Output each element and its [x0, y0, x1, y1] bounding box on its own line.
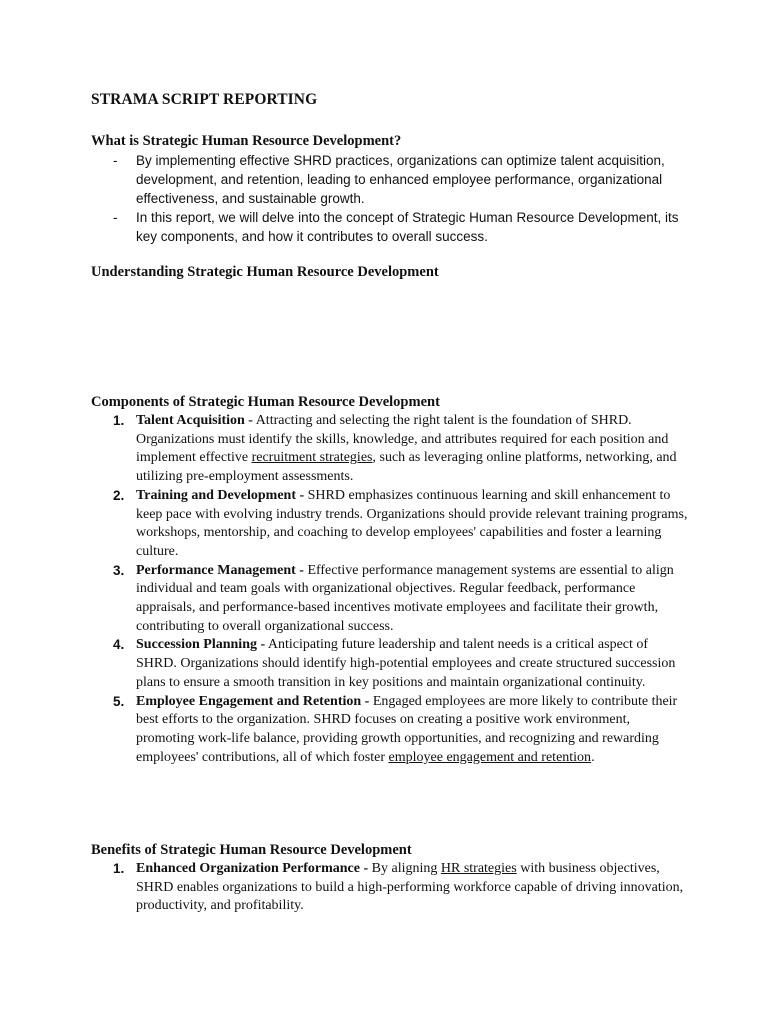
benefits-list: [91, 860, 691, 916]
list-item: [91, 151, 691, 208]
bullet-marker: -: [113, 210, 118, 225]
bullet-text: By implementing effective SHRD practices, organizations can optimize talent acquisition, development, and retention, leading to enhanced employee performance, organizational effectiveness, and sustainable growth.: [136, 153, 665, 206]
recruitment-strategies-link[interactable]: recruitment strategies: [251, 450, 373, 466]
item-term: Performance Management -: [136, 562, 304, 578]
item-number: 4.: [113, 637, 125, 653]
list-item: [91, 693, 691, 768]
item-term: Employee Engagement and Retention -: [136, 693, 370, 709]
item-term: Talent Acquisition -: [136, 413, 253, 428]
item-number: 5.: [113, 693, 125, 709]
item-term: Training and Development -: [136, 487, 305, 503]
bullet-marker: -: [113, 153, 118, 168]
list-item: [91, 562, 691, 637]
document-title: STRAMA SCRIPT REPORTING: [91, 91, 318, 108]
item-number: 1.: [113, 861, 125, 876]
section-heading-what-is-shrd: What is Strategic Human Resource Development?: [91, 133, 402, 149]
components-list: [91, 412, 691, 767]
item-number: 2.: [113, 487, 125, 503]
item-text: SHRD emphasizes continuous learning and skill enhancement to keep pace with evolving industry trends. Organizations should provide relevant training programs, workshops, mentorship, and coaching to develop employees' capabilities and foster a learning culture.: [136, 487, 688, 559]
item-text: with business objectives, SHRD enables organizations to build a high-performing workforce capable of driving innovation, productivity, and profitability.: [136, 861, 684, 914]
item-text: , such as leveraging online platforms, networking, and utilizing pre-employment assessments.: [136, 450, 677, 485]
list-item: [91, 487, 691, 562]
section-heading-benefits: Benefits of Strategic Human Resource Development: [91, 842, 412, 858]
item-text: Engaged employees are more likely to contribute their best efforts to the organization. SHRD focuses on creating a positive work environment, promoting work-life balance, providing growth opportunities, and recognizing and rewarding employees' contributions, all of which foster: [136, 693, 678, 765]
list-item: [91, 636, 691, 692]
bullet-text: In this report, we will delve into the concept of Strategic Human Resource Development, its key components, and how it contributes to overall success.: [136, 210, 679, 244]
item-term: Enhanced Organization Performance -: [136, 861, 369, 876]
item-number: 1.: [113, 413, 125, 428]
section-heading-components: Components of Strategic Human Resource Development: [91, 394, 440, 410]
list-item: [91, 860, 691, 916]
item-term: Succession Planning -: [136, 637, 266, 653]
item-text: Attracting and selecting the right talent is the foundation of SHRD. Organizations must identify the skills, knowledge, and attributes required for each position and implement effective: [136, 413, 669, 466]
item-text: Anticipating future leadership and talent needs is a critical aspect of SHRD. Organizations should identify high-potential employees and create structured succession plans to ensure a smooth transition in key positions and maintain organizational continuity.: [136, 637, 676, 690]
item-text: .: [591, 749, 595, 765]
intro-bullet-list: [91, 151, 691, 246]
list-item: [91, 208, 691, 246]
employee-engagement-link[interactable]: employee engagement and retention: [388, 749, 592, 765]
list-item: [91, 412, 691, 487]
section-heading-understanding-shrd: Understanding Strategic Human Resource Development: [91, 264, 439, 280]
hr-strategies-link[interactable]: HR strategies: [440, 861, 517, 876]
item-text: Effective performance management systems are essential to align individual and team goals with organizational objectives. Regular feedback, performance appraisals, and performance-based incentives motivate employees and facilitate their growth, contributing to overall organizational success.: [136, 562, 674, 634]
item-number: 3.: [113, 562, 125, 578]
item-text: By aligning: [368, 861, 441, 876]
